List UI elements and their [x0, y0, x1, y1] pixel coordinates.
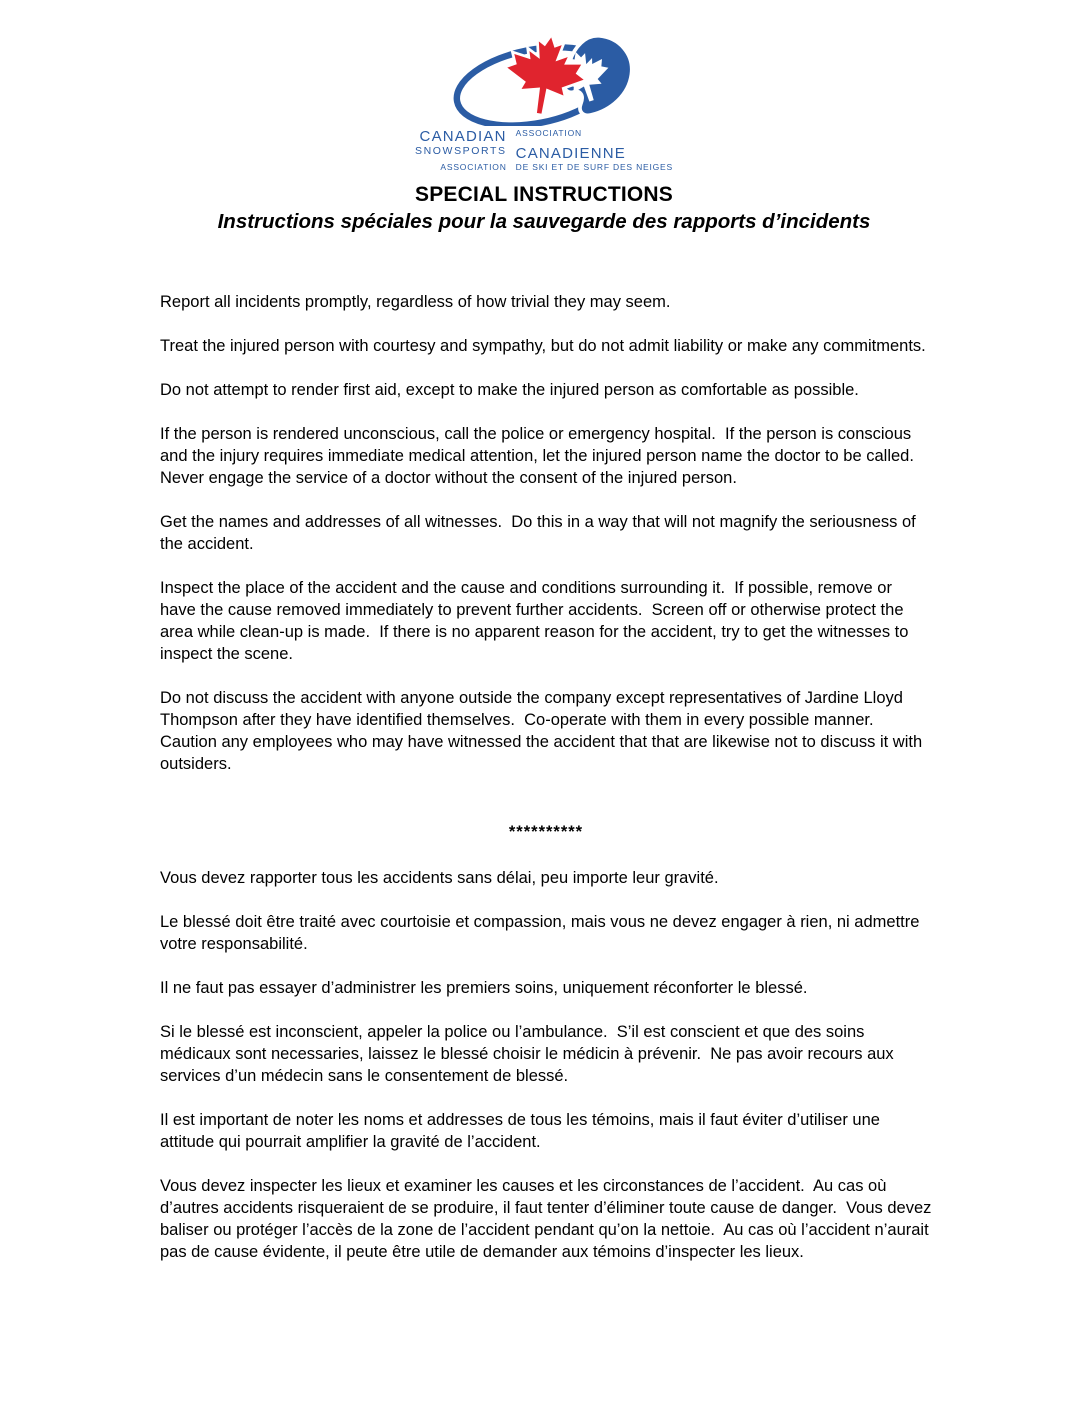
- paragraph-en-5: Get the names and addresses of all witnesses. Do this in a way that will not magnify the seriousness of the accident.: [160, 513, 921, 553]
- paragraph-en-4: If the person is rendered unconscious, call the police or emergency hospital. If the person is conscious and the injury requires immediate medical attention, let the injured person name the doctor to be called. Never engage the service of a doctor without the consent of the injured person.: [160, 425, 924, 487]
- paragraph-en-3: Do not attempt to render first aid, except to make the injured person as comfortable as possible.: [160, 381, 859, 399]
- logo-text-canadienne: CANADIENNE: [515, 145, 627, 162]
- logo-text-snowsports: SNOWSPORTS: [415, 145, 507, 157]
- logo-text-association-fr: ASSOCIATION: [515, 128, 582, 138]
- logo-text-canadian: CANADIAN: [419, 128, 507, 145]
- paragraph-en-1: Report all incidents promptly, regardless of how trivial they may seem.: [160, 293, 671, 311]
- logo-block: [0, 34, 1088, 172]
- paragraph-en-2: Treat the injured person with courtesy and sympathy, but do not admit liability or make any commitments.: [160, 337, 926, 355]
- paragraph-en-7: Do not discuss the accident with anyone outside the company except representatives of Jardine Lloyd Thompson after they have identified themselves. Co-operate with them in every possible manner. Caution any employees who may have witnessed the accident that that are likewise not to discuss it with outsiders.: [160, 689, 927, 773]
- paragraph-fr-6: Vous devez inspecter les lieux et examiner les causes et les circonstances de l’accident. Au cas où d’autres accidents risqueraient de se produire, il faut tenter d’éliminer toute cause de danger. Vous devez baliser ou protéger l’accès de la zone de l’accident pendant qu’on la nettoie. Au cas où l’accident n’aurait pas de cause évidente, il peute être utile de demander aux témoins d’inspecter les lieux.: [160, 1177, 936, 1261]
- page-subtitle: Instructions spéciales pour la sauvegarde des rapports d’incidents: [217, 210, 871, 233]
- paragraph-en-6: Inspect the place of the accident and the cause and conditions surrounding it. If possible, remove or have the cause removed immediately to prevent further accidents. Screen off or otherwise protect the area while clean-up is made. If there is no apparent reason for the accident, try to get the witnesses to inspect the scene.: [160, 579, 914, 663]
- maple-leaf-logo-icon: [446, 34, 642, 126]
- paragraph-fr-1: Vous devez rapporter tous les accidents sans délai, peu importe leur gravité.: [160, 869, 719, 887]
- document-body: [160, 291, 936, 1285]
- logo-text-association-en: ASSOCIATION: [440, 162, 507, 172]
- paragraph-fr-4: Si le blessé est inconscient, appeler la police ou l’ambulance. S’il est conscient et que des soins médicaux sont necessaries, laissez le blessé choisir le médicin à prévenir. Ne pas avoir recours aux services d’un médecin sans le consentement de blessé.: [160, 1023, 899, 1085]
- paragraph-fr-5: Il est important de noter les noms et addresses de tous les témoins, mais il faut éviter d’utiliser une attitude qui pourrait amplifier la gravité de l’accident.: [160, 1111, 885, 1151]
- paragraph-fr-2: Le blessé doit être traité avec courtoisie et compassion, mais vous ne devez engager à rien, ni admettre votre responsabilité.: [160, 913, 925, 953]
- logo-wordmark: [415, 127, 673, 172]
- title-block: [0, 183, 1088, 234]
- logo-text-ski-surf: DE SKI ET DE SURF DES NEIGES: [515, 162, 673, 172]
- section-separator: **********: [508, 823, 584, 841]
- page-title: SPECIAL INSTRUCTIONS: [415, 183, 673, 206]
- paragraph-fr-3: Il ne faut pas essayer d’administrer les premiers soins, uniquement réconforter le blessé.: [160, 979, 808, 997]
